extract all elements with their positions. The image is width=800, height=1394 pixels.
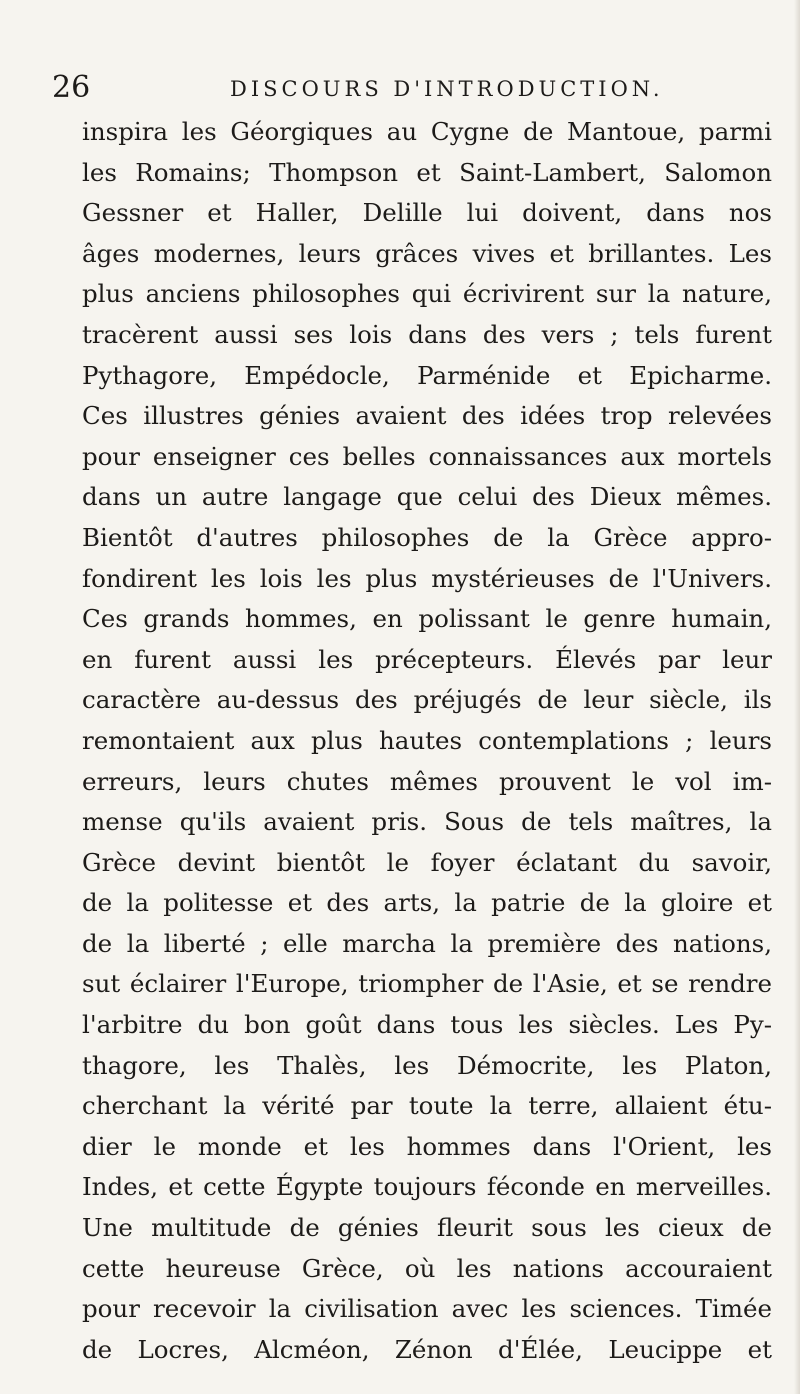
text-line: de la politesse et des arts, la patrie de la gloire et bbox=[82, 888, 772, 918]
text-line: âges modernes, leurs grâces vives et brillantes. Les bbox=[82, 238, 772, 268]
text-line: cherchant la vérité par toute la terre, allaient étu- bbox=[82, 1091, 772, 1121]
text-line: en furent aussi les précepteurs. Élevés par leur bbox=[82, 644, 772, 674]
text-line: les Romains; Thompson et Saint-Lambert, Salomon bbox=[82, 157, 772, 187]
body-text bbox=[82, 112, 772, 1370]
text-line: remontaient aux plus hautes contemplations ; leurs bbox=[82, 725, 772, 755]
text-line: dier le monde et les hommes dans l'Orient, les bbox=[82, 1131, 772, 1161]
text-line: cette heureuse Grèce, où les nations accouraient bbox=[82, 1253, 772, 1283]
text-line: plus anciens philosophes qui écrivirent sur la nature, bbox=[82, 279, 772, 309]
text-line: sut éclairer l'Europe, triompher de l'Asie, et se rendre bbox=[82, 969, 772, 999]
text-line: dans un autre langage que celui des Dieux mêmes. bbox=[82, 482, 772, 512]
page-header bbox=[52, 70, 752, 110]
running-head: DISCOURS D'INTRODUCTION. bbox=[230, 77, 664, 101]
text-line: thagore, les Thalès, les Démocrite, les Platon, bbox=[82, 1050, 772, 1080]
text-line: Pythagore, Empédocle, Parménide et Epicharme. bbox=[82, 360, 772, 390]
text-line: mense qu'ils avaient pris. Sous de tels maîtres, la bbox=[82, 807, 772, 837]
page-edge-shadow bbox=[794, 0, 800, 1394]
text-line: fondirent les lois les plus mystérieuses de l'Univers. bbox=[82, 563, 772, 593]
text-line: Grèce devint bientôt le foyer éclatant du savoir, bbox=[82, 847, 772, 877]
text-line: Bientôt d'autres philosophes de la Grèce appro- bbox=[82, 522, 772, 552]
text-line: Ces grands hommes, en polissant le genre humain, bbox=[82, 604, 772, 634]
text-line: l'arbitre du bon goût dans tous les siècles. Les Py- bbox=[82, 1010, 772, 1040]
text-line: Ces illustres génies avaient des idées trop relevées bbox=[82, 401, 772, 431]
text-line: tracèrent aussi ses lois dans des vers ; tels furent bbox=[82, 319, 772, 349]
text-line: pour enseigner ces belles connaissances aux mortels bbox=[82, 441, 772, 471]
text-line: erreurs, leurs chutes mêmes prouvent le vol im- bbox=[82, 766, 772, 796]
text-line: Indes, et cette Égypte toujours féconde en merveilles. bbox=[82, 1172, 772, 1202]
text-line: Une multitude de génies fleurit sous les cieux de bbox=[82, 1213, 772, 1243]
text-line: inspira les Géorgiques au Cygne de Mantoue, parmi bbox=[82, 117, 772, 146]
text-line: de la liberté ; elle marcha la première des nations, bbox=[82, 928, 772, 958]
text-line: caractère au-dessus des préjugés de leur siècle, ils bbox=[82, 685, 772, 715]
text-line: Gessner et Haller, Delille lui doivent, dans nos bbox=[82, 198, 772, 228]
text-line: pour recevoir la civilisation avec les sciences. Timée bbox=[82, 1294, 772, 1324]
page-number: 26 bbox=[52, 70, 91, 105]
text-line: de Locres, Alcméon, Zénon d'Élée, Leucippe et bbox=[82, 1334, 772, 1364]
